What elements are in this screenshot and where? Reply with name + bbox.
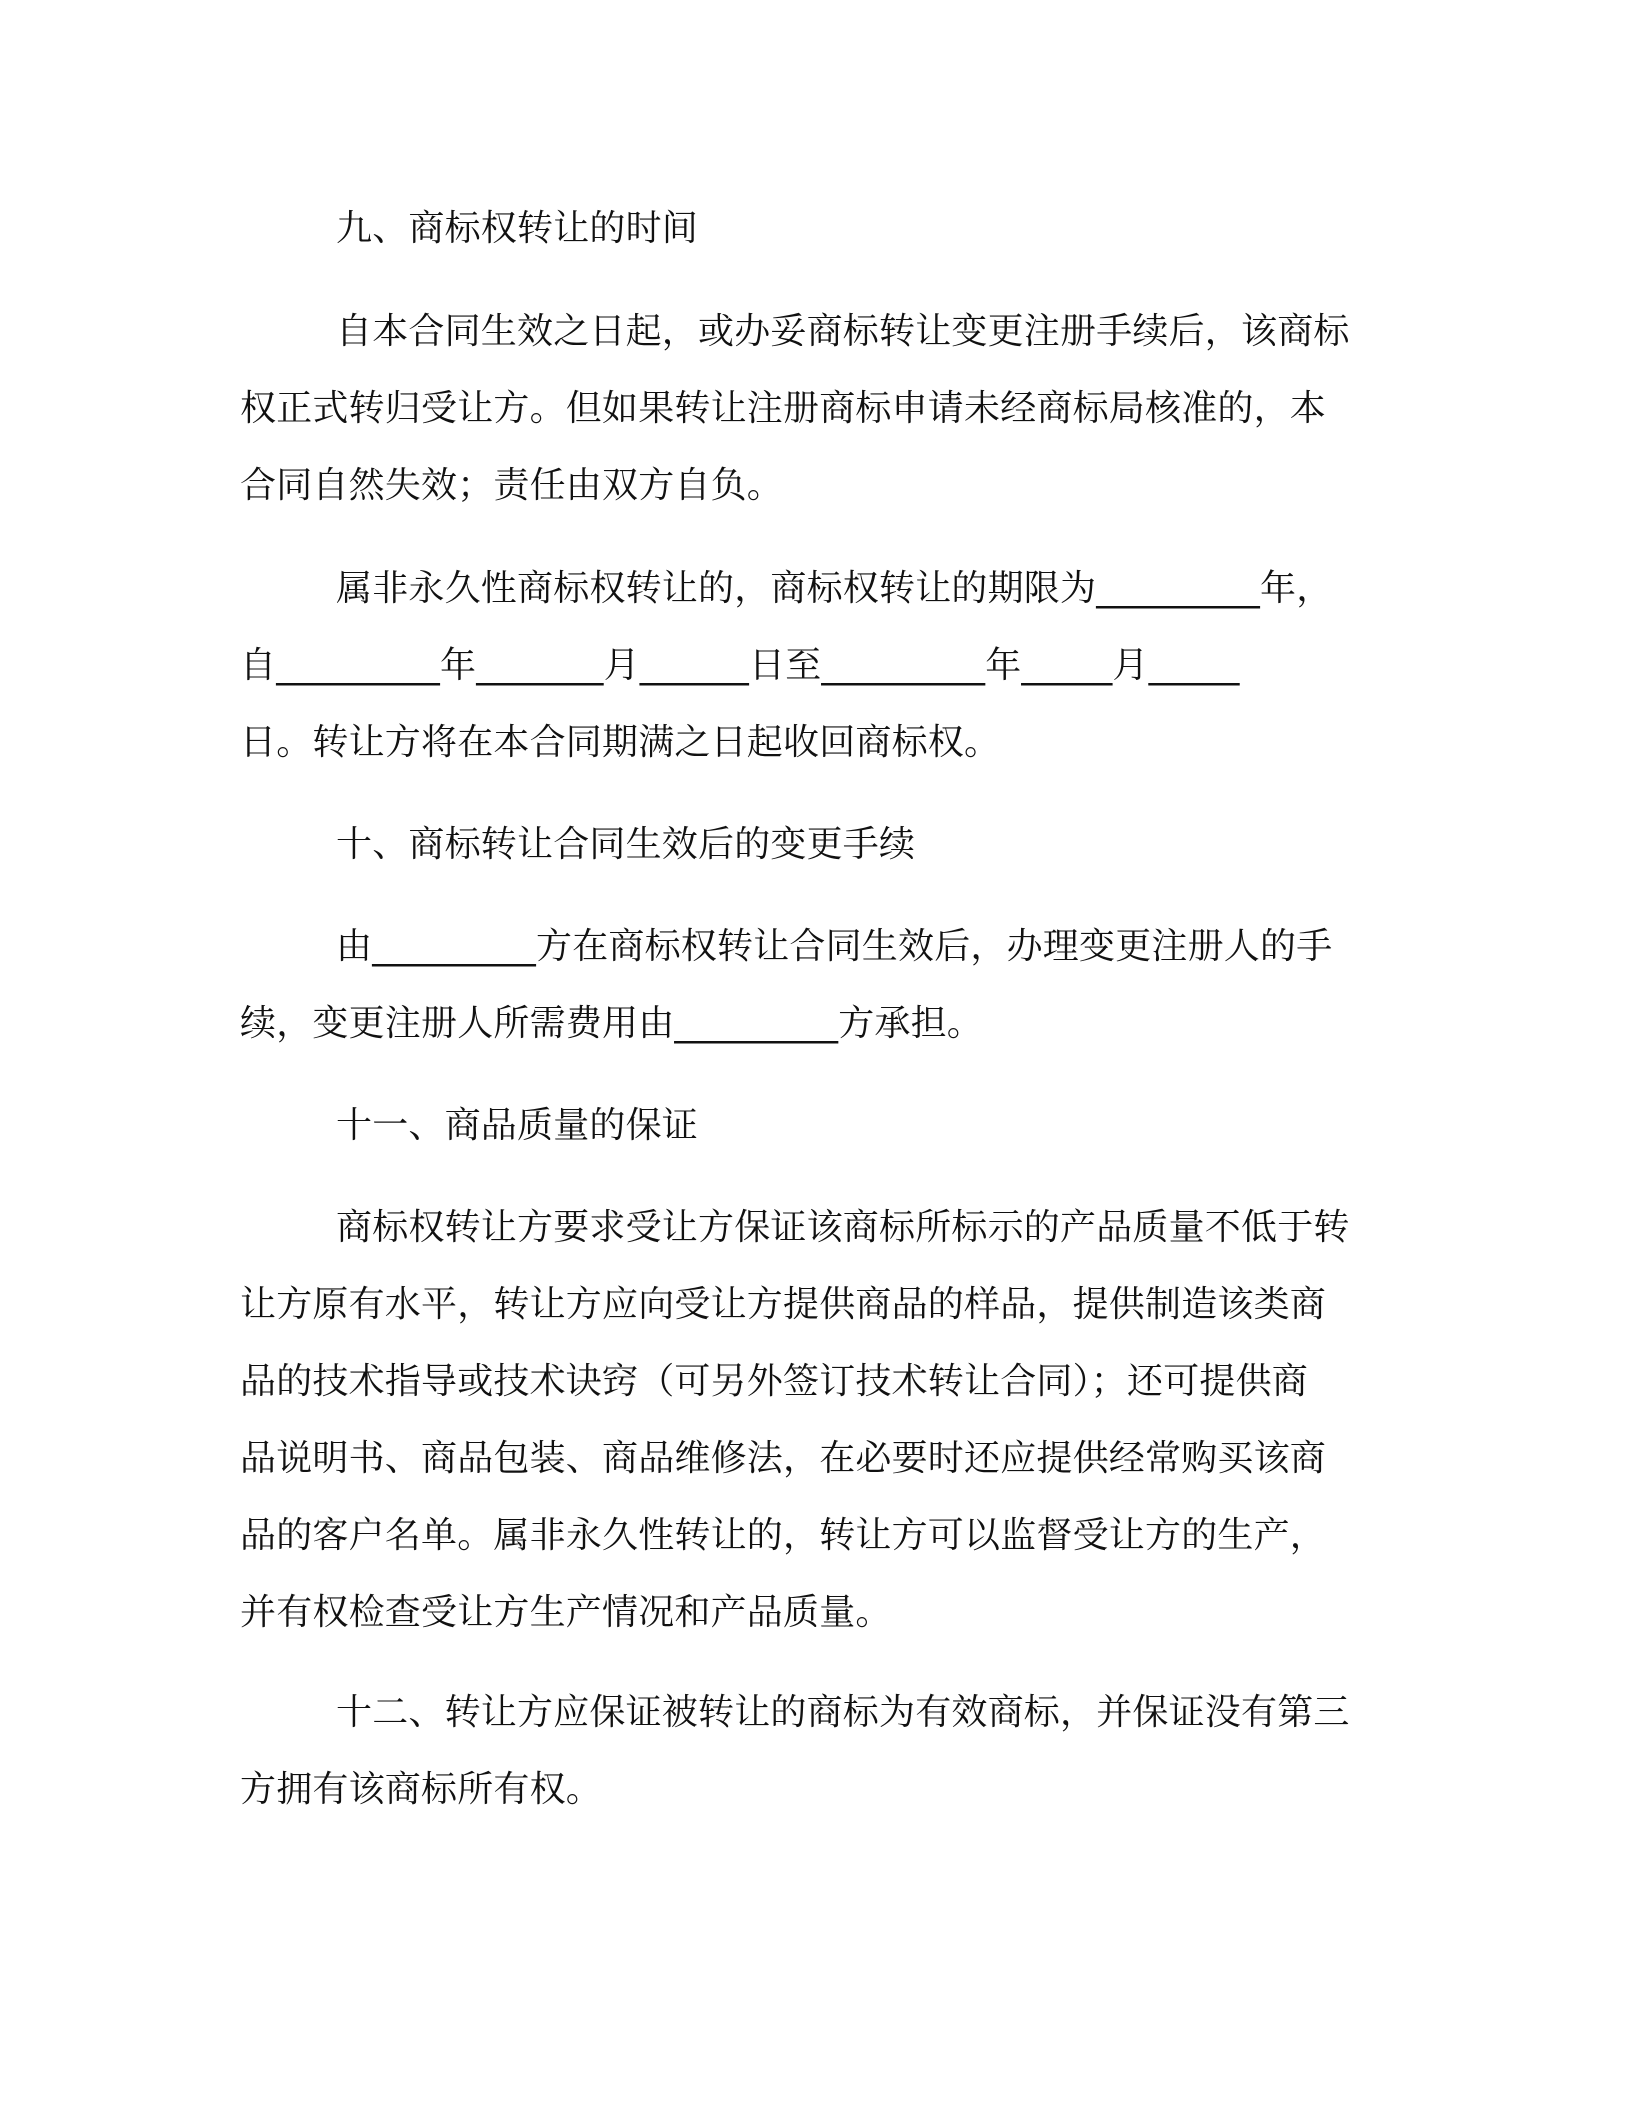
- section-11-paragraph-1: [240, 1189, 1390, 1651]
- paragraph-line: 权正式转归受让方。但如果转让注册商标申请未经商标局核准的，本: [240, 388, 1327, 429]
- paragraph-line: 方拥有该商标所有权。: [240, 1769, 603, 1810]
- section-9-heading: 九、商标权转让的时间: [336, 208, 699, 249]
- section-9-paragraph-2: [240, 550, 1390, 781]
- document-page: [240, 190, 1390, 1828]
- paragraph-line: 自本合同生效之日起，或办妥商标转让变更注册手续后，该商标: [336, 311, 1350, 352]
- paragraph-line: 十二、转让方应保证被转让的商标为有效商标，并保证没有第三: [336, 1692, 1350, 1733]
- section-11-heading: 十一、商品质量的保证: [336, 1105, 699, 1146]
- section-12-paragraph-1: [240, 1674, 1390, 1828]
- paragraph-line: 让方原有水平，转让方应向受让方提供商品的样品，提供制造该类商: [240, 1284, 1327, 1325]
- paragraph-line: 合同自然失效；责任由双方自负。: [240, 465, 784, 506]
- paragraph-line: 品说明书、商品包装、商品维修法，在必要时还应提供经常购买该商: [240, 1438, 1327, 1479]
- paragraph-line: 日。转让方将在本合同期满之日起收回商标权。: [240, 722, 1001, 763]
- paragraph-line: 品的技术指导或技术诀窍（可另外签订技术转让合同）；还可提供商: [240, 1361, 1309, 1402]
- paragraph-line: 商标权转让方要求受让方保证该商标所标示的产品质量不低于转: [336, 1207, 1350, 1248]
- paragraph-line: 由_________方在商标权转让合同生效后，办理变更注册人的手: [336, 926, 1333, 967]
- paragraph-line: 并有权检查受让方生产情况和产品质量。: [240, 1592, 892, 1633]
- paragraph-line: 属非永久性商标权转让的，商标权转让的期限为_________年，: [336, 568, 1333, 609]
- section-9-paragraph-1: [240, 293, 1390, 524]
- paragraph-line: 续，变更注册人所需费用由_________方承担。: [240, 1003, 984, 1044]
- paragraph-line: 自_________年_______月______日至_________年_____月_____: [240, 645, 1240, 686]
- paragraph-line: 品的客户名单。属非永久性转让的，转让方可以监督受让方的生产，: [240, 1515, 1327, 1556]
- section-10-paragraph-1: [240, 908, 1390, 1062]
- section-10-heading: 十、商标转让合同生效后的变更手续: [336, 824, 916, 865]
